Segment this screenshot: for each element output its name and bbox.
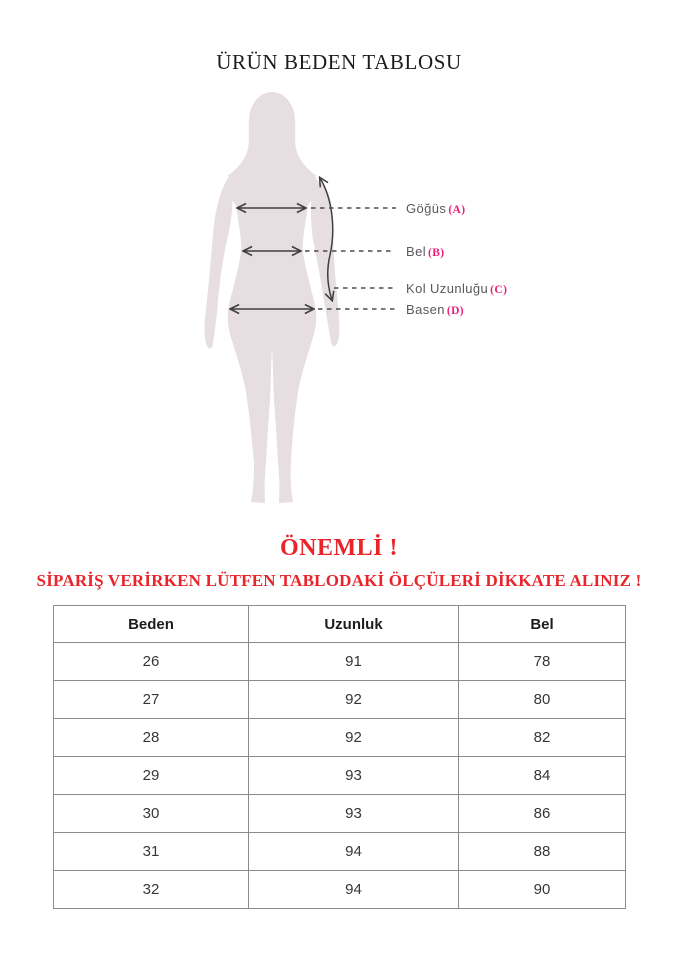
table-cell: 82 (459, 719, 626, 757)
measurement-label-arm-length (406, 281, 507, 298)
table-row (54, 719, 626, 757)
silhouette-torso-legs (223, 166, 321, 503)
silhouette-head (227, 92, 317, 176)
column-header-beden: Beden (54, 606, 249, 643)
female-body-silhouette (204, 92, 339, 503)
table-cell: 80 (459, 681, 626, 719)
table-cell: 92 (249, 681, 459, 719)
warning-text: SİPARİŞ VERİRKEN LÜTFEN TABLODAKİ ÖLÇÜLERİ DİKKATE ALINIZ ! (36, 571, 642, 590)
table-cell: 94 (249, 833, 459, 871)
measurement-code: (B) (428, 247, 445, 259)
table-cell: 90 (459, 871, 626, 909)
measurement-label-hip (406, 302, 464, 319)
table-cell: 29 (54, 757, 249, 795)
measurement-label-text: Basen (406, 302, 445, 317)
table-row (54, 871, 626, 909)
measurement-code: (C) (490, 284, 508, 296)
table-cell: 84 (459, 757, 626, 795)
table-cell: 32 (54, 871, 249, 909)
table-cell: 92 (249, 719, 459, 757)
column-header-uzunluk: Uzunluk (249, 606, 459, 643)
measurement-label-waist (406, 244, 445, 261)
table-cell: 30 (54, 795, 249, 833)
silhouette-left-arm (204, 182, 232, 349)
table-cell: 28 (54, 719, 249, 757)
table-cell: 93 (249, 795, 459, 833)
table-cell: 31 (54, 833, 249, 871)
table-cell: 26 (54, 643, 249, 681)
measurement-label-text: Kol Uzunluğu (406, 281, 489, 296)
important-heading: ÖNEMLİ ! (280, 535, 398, 561)
size-table (53, 605, 626, 909)
table-cell: 88 (459, 833, 626, 871)
measurement-label-text: Bel (406, 244, 426, 259)
column-header-bel: Bel (459, 606, 626, 643)
table-cell: 86 (459, 795, 626, 833)
table-cell: 94 (249, 871, 459, 909)
measurement-label-chest (406, 201, 465, 218)
measurement-code: (D) (446, 305, 465, 317)
measurement-label-text: Göğüs (406, 201, 447, 216)
table-header-row (54, 606, 626, 643)
table-row (54, 757, 626, 795)
table-cell: 93 (249, 757, 459, 795)
table-row (54, 681, 626, 719)
measurement-code: (A) (448, 204, 466, 216)
page-title: ÜRÜN BEDEN TABLOSU (216, 50, 462, 74)
table-row (54, 833, 626, 871)
table-cell: 91 (249, 643, 459, 681)
table-cell: 27 (54, 681, 249, 719)
table-cell: 78 (459, 643, 626, 681)
table-row (54, 795, 626, 833)
table-row (54, 643, 626, 681)
